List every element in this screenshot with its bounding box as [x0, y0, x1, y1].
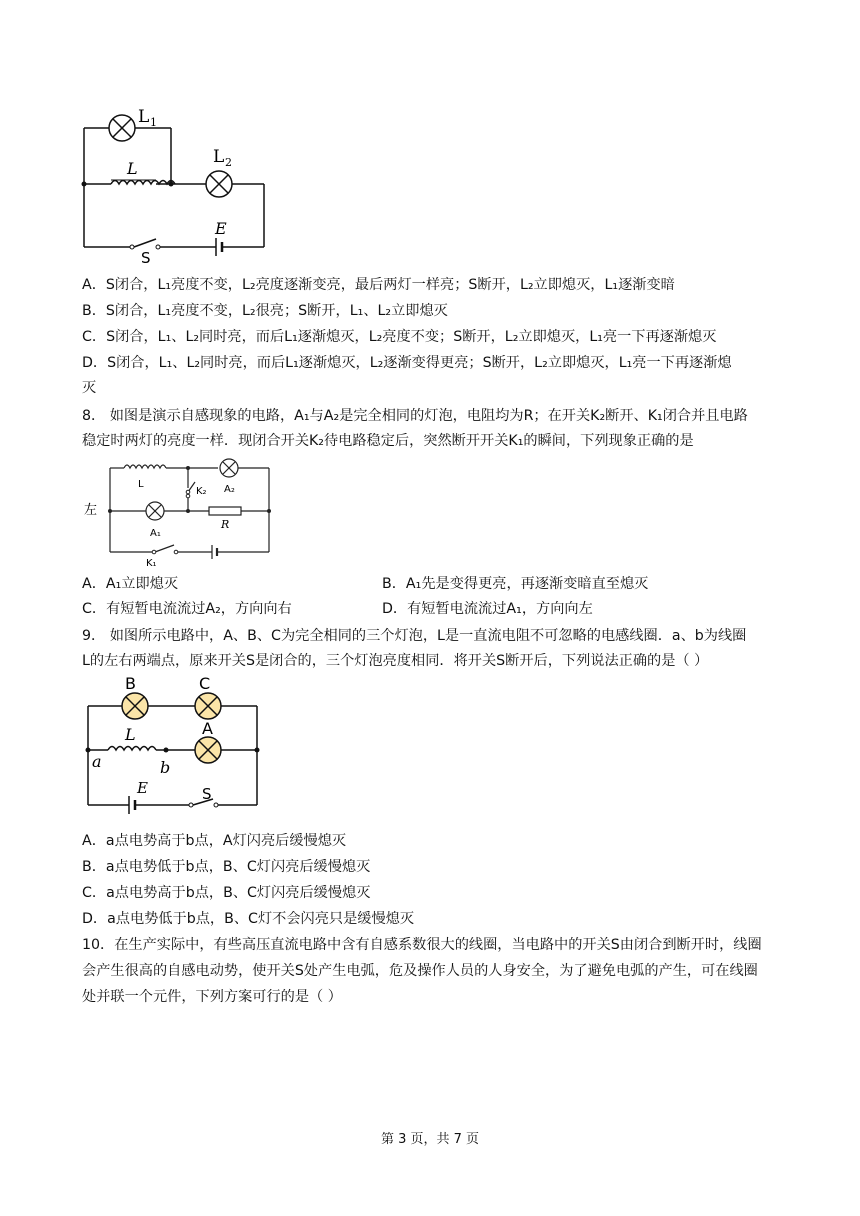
q9-label-E: E — [137, 779, 148, 797]
q7-label-L2: L — [213, 147, 225, 167]
q8-label-L: L — [138, 479, 144, 490]
q10-stem-line-1: 10．在生产实际中，有些高压直流电路中含有自感系数很大的线圈，当电路中的开关S由闭合到断开时，线圈 — [82, 937, 762, 953]
q8-label-K1: K₁ — [146, 558, 157, 569]
q9-stem-line-2: L的左右两端点，原来开关S是闭合的，三个灯泡亮度相同．将开关S断开后，下列说法正确的是（ ） — [82, 653, 709, 669]
q8-label-left: 左 — [84, 503, 98, 518]
q9-option-a: A．a点电势高于b点，A灯闪亮后缓慢熄灭 — [82, 833, 347, 849]
q7-option-d-continued: 灭 — [82, 380, 97, 396]
q8-stem-line-1: 8． 如图是演示自感现象的电路，A₁与A₂是完全相同的灯泡，电阻均为R；在开关K₂断开、K₁闭合并且电路 — [82, 408, 748, 424]
q8-label-A2: A₂ — [224, 484, 235, 495]
q9-label-A: A — [202, 719, 213, 738]
q9-circuit-figure — [80, 675, 270, 815]
q7-label-L2-sub: 2 — [225, 156, 232, 169]
q7-option-d: D．S闭合，L₁、L₂同时亮，而后L₁逐渐熄灭，L₂逐渐变得更亮；S断开，L₂立即熄灭，L₁亮一下再逐渐熄 — [82, 355, 732, 371]
q7-label-L1-sub: 1 — [150, 116, 157, 129]
q9-label-S: S — [202, 785, 212, 803]
q9-option-c: C．a点电势高于b点，B、C灯闪亮后缓慢熄灭 — [82, 885, 371, 901]
q9-label-a: a — [92, 752, 102, 771]
q8-option-c: C．有短暂电流流过A₂，方向向右 — [82, 601, 292, 617]
q7-circuit-figure — [76, 100, 276, 270]
q9-stem-line-1: 9． 如图所示电路中，A、B、C为完全相同的三个灯泡，L是一直流电阻不可忽略的电感线圈．a、b为线圈 — [82, 628, 747, 644]
q10-stem-line-2: 会产生很高的自感电动势，使开关S处产生电弧，危及操作人员的人身安全，为了避免电弧的产生，可在线圈 — [82, 963, 758, 979]
q7-label-S: S — [141, 249, 151, 267]
q8-circuit-figure — [84, 456, 284, 571]
q8-label-K2: K₂ — [196, 486, 207, 497]
q10-stem-line-3: 处并联一个元件，下列方案可行的是（ ） — [82, 989, 342, 1005]
q8-label-A1: A₁ — [150, 528, 161, 539]
q7-label-E: E — [215, 219, 227, 238]
q9-label-C: C — [199, 675, 211, 693]
q7-label-L1: L — [138, 107, 150, 127]
q8-option-b: B．A₁先是变得更亮，再逐渐变暗直至熄灭 — [382, 576, 649, 592]
q7-option-c: C．S闭合，L₁、L₂同时亮，而后L₁逐渐熄灭，L₂亮度不变；S断开，L₂立即熄灭，L₁亮一下再逐渐熄灭 — [82, 329, 717, 345]
q8-stem-line-2: 稳定时两灯的亮度一样．现闭合开关K₂待电路稳定后，突然断开开关K₁的瞬间，下列现象正确的是 — [82, 433, 694, 449]
q7-option-a: A．S闭合，L₁亮度不变，L₂亮度逐渐变亮，最后两灯一样亮；S断开，L₂立即熄灭，L₁逐渐变暗 — [82, 277, 675, 293]
q7-label-L: L — [127, 159, 138, 178]
q9-option-d: D．a点电势低于b点，B、C灯不会闪亮只是缓慢熄灭 — [82, 911, 415, 927]
q9-label-L: L — [125, 725, 136, 744]
q8-option-d: D．有短暂电流流过A₁，方向向左 — [382, 601, 593, 617]
q9-label-B: B — [125, 675, 136, 693]
q8-label-R: R — [221, 518, 230, 531]
q7-option-b: B．S闭合，L₁亮度不变，L₂很亮；S断开，L₁、L₂立即熄灭 — [82, 303, 448, 319]
q9-option-b: B．a点电势低于b点，B、C灯闪亮后缓慢熄灭 — [82, 859, 371, 875]
q9-label-b: b — [160, 758, 171, 777]
q8-option-a: A．A₁立即熄灭 — [82, 576, 179, 592]
page-number-footer: 第 3 页，共 7 页 — [380, 1132, 480, 1147]
